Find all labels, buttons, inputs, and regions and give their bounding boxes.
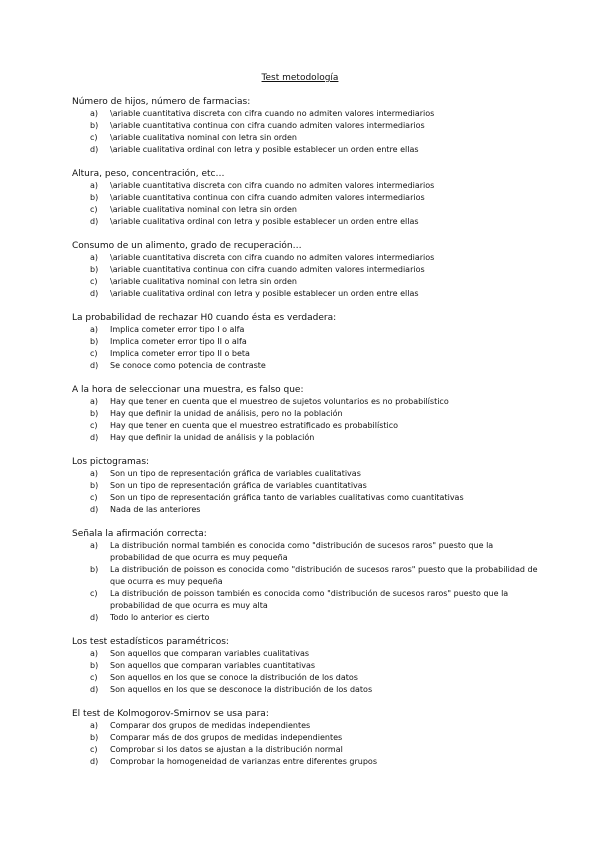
question-5: [72, 384, 542, 444]
question-9: [72, 708, 542, 768]
option-text: \ariable cuantitativa discreta con cifra cuando no admiten valores intermediarios: [110, 181, 435, 190]
option-text: La distribución normal también es conocida como "distribución de sucesos raros" puesto que la probabilidad de que ocurra es muy pequeña: [110, 541, 494, 562]
question-stem: La probabilidad de rechazar H0 cuando ésta es verdadera:: [72, 313, 337, 323]
option-d: [72, 684, 542, 696]
option-text: \ariable cuantitativa continua con cifra cuando admiten valores intermediarios: [110, 121, 425, 130]
question-stem: El test de Kolmogorov-Smirnov se usa para:: [72, 709, 269, 719]
option-letter: c): [90, 673, 98, 682]
option-text: \ariable cualitativa nominal con letra sin orden: [110, 133, 297, 142]
option-b: [72, 336, 542, 348]
option-b: [72, 192, 542, 204]
option-letter: d): [90, 289, 99, 298]
option-text: \ariable cualitativa ordinal con letra y posible establecer un orden entre ellas: [110, 289, 419, 298]
option-text: \ariable cualitativa ordinal con letra y posible establecer un orden entre ellas: [110, 217, 419, 226]
option-text: Hay que tener en cuenta que el muestreo estratificado es probabilístico: [110, 421, 399, 430]
question-stem: Número de hijos, número de farmacias:: [72, 97, 251, 107]
option-c: [72, 672, 542, 684]
option-c: [72, 492, 542, 504]
option-text: \ariable cuantitativa continua con cifra cuando admiten valores intermediarios: [110, 193, 425, 202]
option-letter: c): [90, 421, 98, 430]
option-text: La distribución de poisson también es conocida como "distribución de sucesos raros" puesto que la probabilidad de que ocurra es muy alta: [110, 589, 509, 610]
option-letter: b): [90, 193, 99, 202]
option-b: [72, 408, 542, 420]
option-text: Comprobar la homogeneidad de varianzas entre diferentes grupos: [110, 757, 377, 766]
option-text: \ariable cuantitativa discreta con cifra cuando no admiten valores intermediarios: [110, 253, 435, 262]
option-a: [72, 324, 542, 336]
question-6: [72, 456, 542, 516]
option-text: Son un tipo de representación gráfica tanto de variables cualitativas como cuantitativas: [110, 493, 464, 502]
option-letter: b): [90, 661, 99, 670]
option-letter: a): [90, 397, 99, 406]
option-d: [72, 612, 542, 624]
option-letter: a): [90, 253, 99, 262]
option-d: [72, 432, 542, 444]
option-text: Implica cometer error tipo I o alfa: [110, 325, 245, 334]
option-letter: d): [90, 505, 99, 514]
option-letter: a): [90, 109, 99, 118]
option-d: [72, 756, 542, 768]
option-text: \ariable cualitativa ordinal con letra y posible establecer un orden entre ellas: [110, 145, 419, 154]
option-letter: b): [90, 481, 99, 490]
option-a: [72, 468, 542, 480]
option-text: \ariable cualitativa nominal con letra sin orden: [110, 277, 297, 286]
option-c: [72, 588, 542, 612]
option-c: [72, 744, 542, 756]
option-letter: c): [90, 349, 98, 358]
option-b: [72, 660, 542, 672]
option-letter: b): [90, 409, 99, 418]
option-b: [72, 480, 542, 492]
option-text: Implica cometer error tipo II o beta: [110, 349, 250, 358]
option-letter: b): [90, 733, 99, 742]
option-a: [72, 396, 542, 408]
option-letter: c): [90, 205, 98, 214]
option-a: [72, 180, 542, 192]
option-letter: c): [90, 745, 98, 754]
question-8: [72, 636, 542, 696]
option-c: [72, 204, 542, 216]
option-letter: d): [90, 613, 99, 622]
option-letter: c): [90, 133, 98, 142]
question-4: [72, 312, 542, 372]
option-d: [72, 504, 542, 516]
option-a: [72, 648, 542, 660]
option-text: Comparar más de dos grupos de medidas independientes: [110, 733, 343, 742]
option-d: [72, 144, 542, 156]
question-stem: Consumo de un alimento, grado de recuperación…: [72, 241, 302, 251]
option-letter: b): [90, 337, 99, 346]
option-text: Todo lo anterior es cierto: [110, 613, 210, 622]
option-letter: d): [90, 757, 99, 766]
option-c: [72, 420, 542, 432]
option-letter: a): [90, 721, 99, 730]
option-letter: a): [90, 469, 99, 478]
option-b: [72, 732, 542, 744]
option-letter: a): [90, 649, 99, 658]
option-a: [72, 720, 542, 732]
question-stem: A la hora de seleccionar una muestra, es falso que:: [72, 385, 304, 395]
option-letter: b): [90, 565, 99, 574]
page-title: Test metodología: [261, 73, 339, 83]
question-stem: Los pictogramas:: [72, 457, 150, 467]
option-letter: d): [90, 685, 99, 694]
option-text: Se conoce como potencia de contraste: [110, 361, 266, 370]
option-text: Comprobar si los datos se ajustan a la distribución normal: [110, 745, 343, 754]
question-7: [72, 528, 542, 624]
option-letter: b): [90, 265, 99, 274]
option-a: [72, 108, 542, 120]
option-a: [72, 540, 542, 564]
option-b: [72, 264, 542, 276]
option-b: [72, 564, 542, 588]
option-letter: d): [90, 433, 99, 442]
option-text: Implica cometer error tipo II o alfa: [110, 337, 247, 346]
option-text: Hay que tener en cuenta que el muestreo de sujetos voluntarios es no probabilístico: [110, 397, 449, 406]
option-c: [72, 132, 542, 144]
option-text: Hay que definir la unidad de análisis y la población: [110, 433, 315, 442]
option-letter: c): [90, 277, 98, 286]
option-d: [72, 360, 542, 372]
question-1: [72, 96, 542, 156]
question-stem: Señala la afirmación correcta:: [72, 529, 207, 539]
option-letter: c): [90, 589, 98, 598]
option-d: [72, 216, 542, 228]
option-a: [72, 252, 542, 264]
option-letter: d): [90, 145, 99, 154]
option-text: Son aquellos en los que se conoce la distribución de los datos: [110, 673, 358, 682]
option-letter: a): [90, 181, 99, 190]
option-text: Son aquellos en los que se desconoce la distribución de los datos: [110, 685, 373, 694]
question-stem: Los test estadísticos paramétricos:: [72, 637, 229, 647]
option-letter: a): [90, 325, 99, 334]
option-text: Son un tipo de representación gráfica de variables cualitativas: [110, 469, 361, 478]
option-b: [72, 120, 542, 132]
option-d: [72, 288, 542, 300]
option-text: \ariable cuantitativa continua con cifra cuando admiten valores intermediarios: [110, 265, 425, 274]
option-text: Hay que definir la unidad de análisis, pero no la población: [110, 409, 343, 418]
option-text: \ariable cuantitativa discreta con cifra cuando no admiten valores intermediarios: [110, 109, 435, 118]
question-3: [72, 240, 542, 300]
option-c: [72, 348, 542, 360]
option-letter: d): [90, 217, 99, 226]
option-text: La distribución de poisson es conocida como "distribución de sucesos raros" puesto que la probabilidad de que ocurra es muy pequeña: [110, 565, 538, 586]
option-letter: d): [90, 361, 99, 370]
option-text: Nada de las anteriores: [110, 505, 201, 514]
option-text: Son aquellos que comparan variables cualitativas: [110, 649, 310, 658]
option-text: Son un tipo de representación gráfica de variables cuantitativas: [110, 481, 367, 490]
option-letter: a): [90, 541, 99, 550]
option-letter: c): [90, 493, 98, 502]
option-letter: b): [90, 121, 99, 130]
question-2: [72, 168, 542, 228]
option-text: \ariable cualitativa nominal con letra sin orden: [110, 205, 297, 214]
question-stem: Altura, peso, concentración, etc…: [72, 169, 225, 179]
option-text: Comparar dos grupos de medidas independientes: [110, 721, 311, 730]
option-c: [72, 276, 542, 288]
option-text: Son aquellos que comparan variables cuantitativas: [110, 661, 316, 670]
